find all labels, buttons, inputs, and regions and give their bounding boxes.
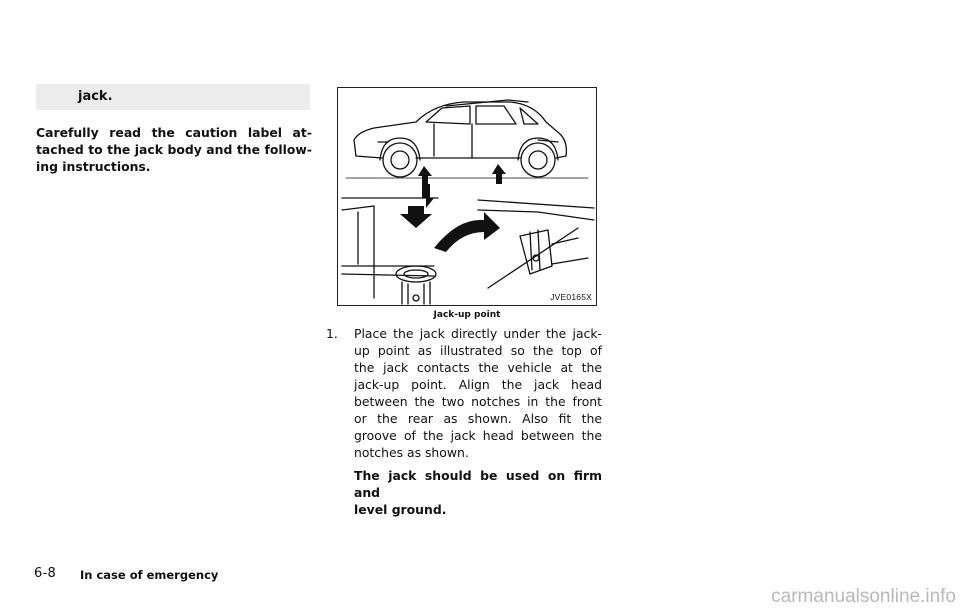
figure-code: JVE0165X: [550, 292, 592, 302]
step-body: [354, 325, 602, 461]
step-line: groove of the jack head between the: [354, 428, 602, 443]
step-line: or the rear as shown. Also fit the: [354, 411, 602, 426]
jack-up-drawing: [338, 88, 596, 305]
note-box: [36, 84, 310, 110]
figure-caption: Jack-up point: [433, 310, 501, 320]
intro-line: Carefully read the caution label at-: [36, 125, 312, 140]
step-line: between the two notches in the front: [354, 394, 602, 409]
step-number: 1.: [326, 326, 338, 341]
step-line: up point as illustrated so the top of: [354, 343, 602, 358]
watermark-text: carmanualsonline.info: [771, 586, 956, 607]
intro-line: tached to the jack body and the follow-: [36, 142, 312, 157]
step-line: Place the jack directly under the jack-: [354, 326, 602, 341]
step-line: jack-up point. Align the jack head: [354, 377, 602, 392]
instruction-step: [326, 325, 602, 518]
jack-up-illustration: [337, 87, 597, 306]
note-text: jack.: [78, 89, 113, 104]
step-note-line: The jack should be used on firm and: [354, 468, 602, 500]
step-line: notches as shown.: [354, 445, 469, 460]
intro-line: ing instructions.: [36, 159, 151, 174]
step-note: [354, 467, 602, 518]
step-line: the jack contacts the vehicle at the: [354, 360, 602, 375]
step-note-line: level ground.: [354, 502, 447, 517]
page-number: 6-8: [34, 566, 57, 581]
section-title: In case of emergency: [80, 568, 219, 582]
intro-paragraph: [36, 124, 312, 175]
